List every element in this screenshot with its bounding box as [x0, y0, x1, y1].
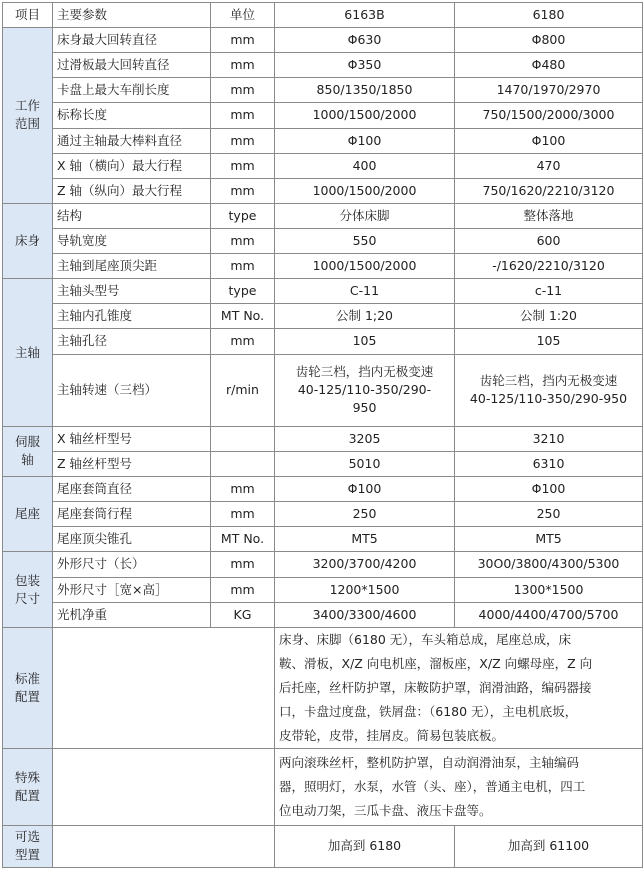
param-unit: mm	[211, 78, 275, 103]
standard-config-text	[275, 627, 643, 749]
header-unit: 单位	[211, 3, 275, 28]
table-row	[3, 28, 643, 53]
param-unit: mm	[211, 103, 275, 128]
value-b: Φ480	[455, 53, 643, 78]
group-servo: 伺服 轴	[3, 426, 53, 476]
param-unit: mm	[211, 502, 275, 527]
value-b: Φ800	[455, 28, 643, 53]
value-a: 550	[275, 228, 455, 253]
value-b: 4000/4400/4700/5700	[455, 602, 643, 627]
value-a: MT5	[275, 527, 455, 552]
value-b: 加高到 61100	[455, 825, 643, 867]
param-name: X 轴（横向）最大行程	[53, 153, 211, 178]
speed-b-line: 齿轮三档，挡内无极变速	[479, 373, 618, 389]
value-a: 分体床脚	[275, 203, 455, 228]
param-name: 尾座顶尖锥孔	[53, 527, 211, 552]
table-row	[3, 354, 643, 426]
value-b: 1300*1500	[455, 577, 643, 602]
param-name: 标称长度	[53, 103, 211, 128]
value-a: 400	[275, 153, 455, 178]
param-unit: mm	[211, 178, 275, 203]
param-name: Z 轴丝杆型号	[53, 451, 211, 476]
group-package: 包装 尺寸	[3, 552, 53, 627]
value-b: 470	[455, 153, 643, 178]
value-b: c-11	[455, 279, 643, 304]
param-name: Z 轴（纵向）最大行程	[53, 178, 211, 203]
value-a	[275, 354, 455, 426]
param-unit: mm	[211, 53, 275, 78]
value-b: MT5	[455, 527, 643, 552]
param-name: 主轴孔径	[53, 329, 211, 354]
config-line: 两向滚珠丝杆，整机防护罩，自动润滑油泵，主轴编码	[279, 754, 580, 770]
param-unit: KG	[211, 602, 275, 627]
value-b: 105	[455, 329, 643, 354]
value-a: C-11	[275, 279, 455, 304]
param-unit: MT No.	[211, 304, 275, 329]
table-row	[3, 304, 643, 329]
param-name: 通过主轴最大棒料直径	[53, 128, 211, 153]
table-row	[3, 825, 643, 867]
table-row	[3, 502, 643, 527]
table-row	[3, 254, 643, 279]
param-name: 主轴到尾座顶尖距	[53, 254, 211, 279]
value-a: Φ100	[275, 477, 455, 502]
group-special: 特殊 配置	[3, 749, 53, 825]
config-line: 位电动刀架，三瓜卡盘、液压卡盘等。	[279, 802, 492, 818]
config-line: 床身、床脚（6180 无），车头箱总成，尾座总成，床	[279, 632, 572, 647]
param-name: 外形尺寸（长）	[53, 552, 211, 577]
group-spindle: 主轴	[3, 279, 53, 427]
param-name: 过滑板最大回转直径	[53, 53, 211, 78]
value-a: 105	[275, 329, 455, 354]
value-a: 250	[275, 502, 455, 527]
table-row	[3, 53, 643, 78]
table-row	[3, 426, 643, 451]
param-unit: mm	[211, 477, 275, 502]
param-unit: MT No.	[211, 527, 275, 552]
speed-b-line: 40-125/110-350/290-950	[469, 391, 628, 407]
table-row	[3, 228, 643, 253]
param-unit: type	[211, 279, 275, 304]
value-a: 1000/1500/2000	[275, 103, 455, 128]
param-name: 尾座套筒直径	[53, 477, 211, 502]
value-a: 公制 1;20	[275, 304, 455, 329]
config-line: 皮带轮，皮带，挂屑皮。简易包装底板。	[279, 728, 505, 743]
group-standard: 标准 配置	[3, 627, 53, 749]
table-row	[3, 477, 643, 502]
value-b: Φ100	[455, 128, 643, 153]
param-name: 外形尺寸［宽×高］	[53, 577, 211, 602]
param-name: 光机净重	[53, 602, 211, 627]
header-row	[3, 3, 643, 28]
table-row	[3, 178, 643, 203]
speed-a-line: 950	[352, 400, 377, 416]
value-b: 公制 1:20	[455, 304, 643, 329]
value-a: 1200*1500	[275, 577, 455, 602]
table-row	[3, 602, 643, 627]
table-row	[3, 577, 643, 602]
table-row	[3, 552, 643, 577]
speed-a-line: 40-125/110-350/290-	[297, 382, 432, 398]
param-name: X 轴丝杆型号	[53, 426, 211, 451]
value-a: 850/1350/1850	[275, 78, 455, 103]
value-b: 3210	[455, 426, 643, 451]
value-b: 1470/1970/2970	[455, 78, 643, 103]
param-name: 主轴内孔锥度	[53, 304, 211, 329]
param-unit	[211, 426, 275, 451]
empty-cell	[53, 627, 275, 749]
value-b: 600	[455, 228, 643, 253]
empty-cell	[53, 825, 275, 867]
param-name: 导轨宽度	[53, 228, 211, 253]
value-a: Φ630	[275, 28, 455, 53]
value-b: 6310	[455, 451, 643, 476]
param-unit: mm	[211, 329, 275, 354]
param-name: 卡盘上最大车削长度	[53, 78, 211, 103]
empty-cell	[53, 749, 275, 825]
param-name: 主轴转速（三档）	[53, 354, 211, 426]
group-tailstock: 尾座	[3, 477, 53, 552]
param-name: 主轴头型号	[53, 279, 211, 304]
table-row	[3, 78, 643, 103]
value-a: Φ350	[275, 53, 455, 78]
value-a: 1000/1500/2000	[275, 254, 455, 279]
value-a: Φ100	[275, 128, 455, 153]
group-work-range: 工作 范围	[3, 28, 53, 204]
param-name: 结构	[53, 203, 211, 228]
value-b: 整体落地	[455, 203, 643, 228]
param-unit: type	[211, 203, 275, 228]
value-b: 30O0/3800/4300/5300	[455, 552, 643, 577]
param-unit: mm	[211, 228, 275, 253]
table-row	[3, 153, 643, 178]
table-row	[3, 527, 643, 552]
value-b: 750/1620/2210/3120	[455, 178, 643, 203]
spec-table	[2, 2, 643, 868]
config-line: 后托座，丝杆防护罩，床鞍防护罩，润滑油路，编码器接	[279, 680, 592, 695]
header-model-b: 6180	[455, 3, 643, 28]
speed-a-line: 齿轮三档，挡内无极变速	[295, 364, 434, 380]
value-b: 250	[455, 502, 643, 527]
value-b: -/1620/2210/3120	[455, 254, 643, 279]
param-unit	[211, 451, 275, 476]
special-config-text	[275, 749, 643, 825]
group-bed: 床身	[3, 203, 53, 278]
table-row	[3, 451, 643, 476]
value-a: 3400/3300/4600	[275, 602, 455, 627]
param-unit: r/min	[211, 354, 275, 426]
value-a: 3205	[275, 426, 455, 451]
table-row	[3, 329, 643, 354]
param-unit: mm	[211, 577, 275, 602]
param-unit: mm	[211, 128, 275, 153]
value-a: 3200/3700/4200	[275, 552, 455, 577]
config-line: 口，卡盘过度盘，铁屑盘：（6180 无），主电机底坂，	[279, 704, 578, 719]
config-line: 鞍、滑板，X/Z 向电机座，溜板座，X/Z 向螺母座，Z 向	[279, 656, 593, 671]
table-row	[3, 627, 643, 749]
table-row	[3, 103, 643, 128]
param-name: 床身最大回转直径	[53, 28, 211, 53]
value-b: Φ100	[455, 477, 643, 502]
param-unit: mm	[211, 254, 275, 279]
value-a: 1000/1500/2000	[275, 178, 455, 203]
value-a: 加高到 6180	[275, 825, 455, 867]
config-line: 器，照明灯，水泵，水管（头、座），普通主电机，四工	[279, 778, 586, 794]
header-param: 主要参数	[53, 3, 211, 28]
table-row	[3, 749, 643, 825]
table-row	[3, 128, 643, 153]
param-unit: mm	[211, 552, 275, 577]
table-row	[3, 203, 643, 228]
value-b: 750/1500/2000/3000	[455, 103, 643, 128]
param-name: 尾座套筒行程	[53, 502, 211, 527]
param-unit: mm	[211, 153, 275, 178]
group-optional: 可选 型置	[3, 825, 53, 867]
value-b	[455, 354, 643, 426]
table-row	[3, 279, 643, 304]
header-item: 项目	[3, 3, 53, 28]
header-model-a: 6163B	[275, 3, 455, 28]
param-unit: mm	[211, 28, 275, 53]
value-a: 5010	[275, 451, 455, 476]
